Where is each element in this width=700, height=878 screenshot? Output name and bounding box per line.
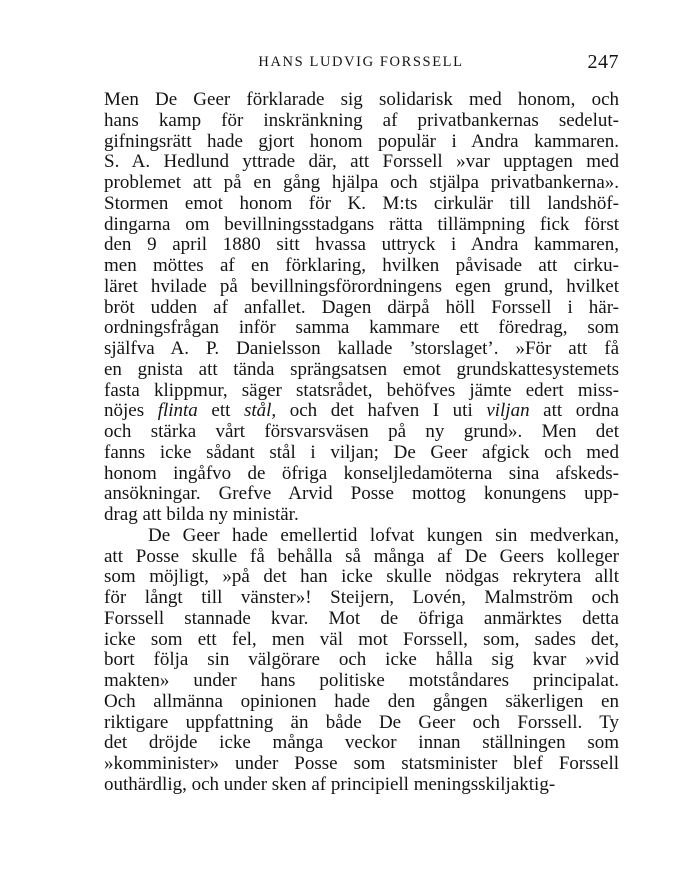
running-head: HANS LUDVIG FORSSELL: [258, 54, 464, 70]
text-line: icke som ett fel, men väl mot Forssell, som, sades det,: [104, 628, 619, 650]
text-line: bort följa sin välgörare och icke hålla sig kvar »vid: [104, 649, 619, 671]
text-line: makten» under hans politiske motståndares principalat.: [104, 670, 619, 691]
text-line: själfva A. P. Danielsson kallade ’storslaget’. »För att få: [104, 338, 619, 359]
text-line: drag att bilda ny ministär.: [104, 504, 299, 525]
body-text: [104, 90, 619, 796]
text-line: läret hvilade på bevillningsförordningens egen grund, hvilket: [104, 275, 619, 297]
text-line: gifningsrätt hade gjort honom populär i Andra kammaren.: [104, 130, 619, 152]
text-line: hans kamp för inskränkning af privatbankernas sedelut-: [104, 109, 619, 131]
text-line: Forssell stannade kvar. Mot de öfriga anmärktes detta: [104, 607, 619, 629]
text-line: fanns icke sådant stål i viljan; De Geer afgick och med: [104, 441, 619, 463]
text-line: en gnista att tända sprängsatsen emot grundskattesystemets: [104, 358, 619, 380]
paragraph-2: [104, 526, 619, 796]
text-line: ansökningar. Grefve Arvid Posse mottog konungens upp-: [104, 483, 619, 505]
text-line: Men De Geer förklarade sig solidarisk med honom, och: [104, 89, 619, 110]
text-line: riktigare uppfattning än både De Geer och Forssell. Ty: [104, 711, 619, 733]
text-line: ordningsfrågan inför samma kammare ett föredrag, som: [104, 317, 619, 339]
text-line: bröt udden af anfallet. Dagen därpå höll Forssell i här-: [104, 296, 619, 318]
text-line: fasta klippmur, säger statsrådet, behöfves jämte edert miss-: [104, 379, 619, 401]
page-number: 247: [587, 51, 619, 73]
text-line: för långt till vänster»! Steijern, Lovén, Malmström och: [104, 587, 619, 608]
text-line: och stärka vårt försvarsväsen på ny grund». Men det: [104, 421, 619, 442]
text-line: De Geer hade emellertid lofvat kungen sin medverkan,: [148, 524, 619, 546]
text-line: Och allmänna opinionen hade den gången säkerligen en: [104, 690, 619, 712]
text-line: nöjes flinta ett stål, och det hafven I uti viljan att ordna: [104, 400, 619, 422]
text-line: den 9 april 1880 sitt hvassa uttryck i Andra kammaren,: [104, 234, 619, 256]
text-line: Stormen emot honom för K. M:ts cirkulär till landshöf-: [104, 192, 619, 214]
page-header: [103, 52, 619, 78]
text-line: honom ingåfvo de öfriga konseljledamöterna sina afskeds-: [104, 462, 619, 484]
text-line: S. A. Hedlund yttrade där, att Forssell »var upptagen med: [104, 151, 619, 173]
text-line: outhärdlig, och under sken af principiell meningsskiljaktig-: [104, 773, 556, 795]
text-line: som möjligt, »på det han icke skulle nödgas rekrytera allt: [104, 566, 619, 588]
paragraph-1: [104, 90, 619, 526]
text-line: att Posse skulle få behålla så många af De Geers kolleger: [104, 545, 619, 567]
text-line: dingarna om bevillningsstadgans rätta tillämpning fick först: [104, 213, 619, 235]
text-line: »komminister» under Posse som statsminister blef Forssell: [104, 753, 619, 774]
text-line: men möttes af en förklaring, hvilken påvisade att cirku-: [104, 255, 619, 276]
text-line: det dröjde icke många veckor innan ställningen som: [104, 732, 619, 754]
text-line: problemet att på en gång hjälpa och stjälpa privatbankerna».: [104, 172, 619, 193]
